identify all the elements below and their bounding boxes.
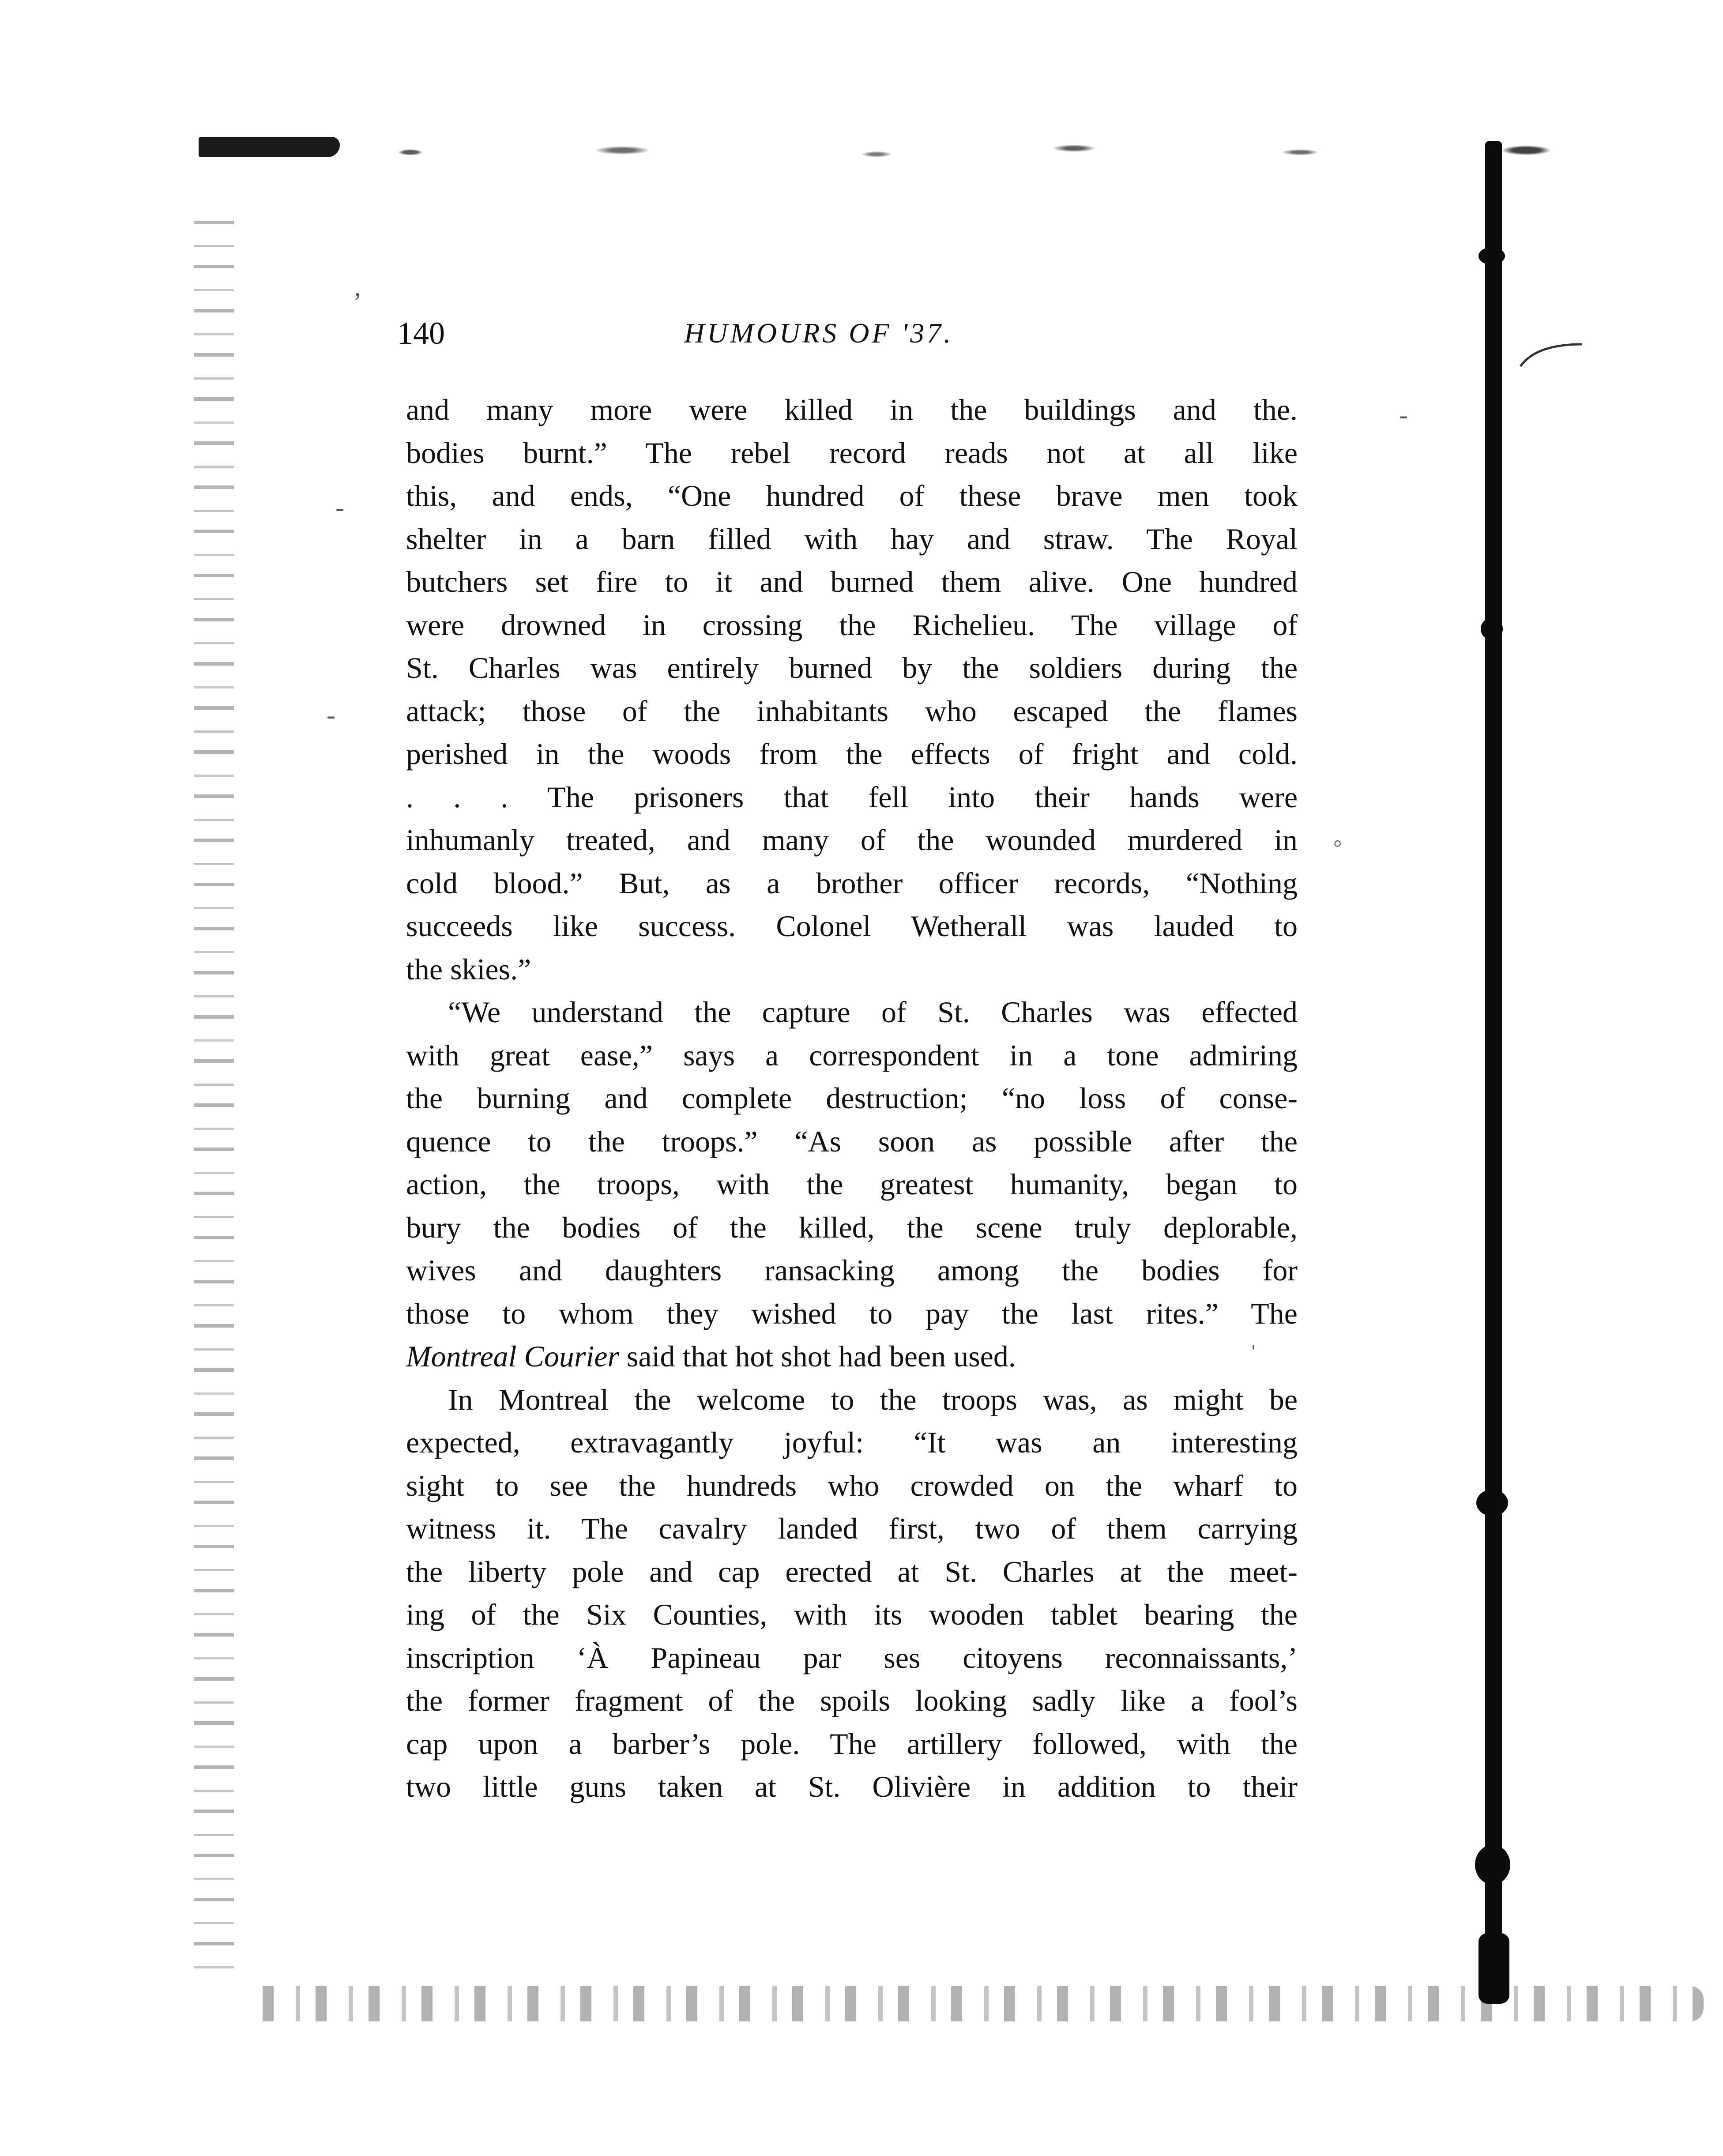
stray-mark: - (1399, 400, 1408, 429)
text-line: ing of the Six Counties, with its wooden tablet bearing the (406, 1598, 1298, 1631)
text-line: bury the bodies of the killed, the scene truly deplorable, (406, 1210, 1298, 1244)
scan-edge-top-shadow (199, 137, 340, 157)
running-head (397, 311, 1298, 360)
paragraph (406, 991, 1298, 1378)
text-line: those to whom they wished to pay the last rites.” The (406, 1296, 1298, 1330)
text-line: wives and daughters ransacking among the bodies for (406, 1253, 1298, 1287)
text-line: the liberty pole and cap erected at St. Charles at the meet- (406, 1554, 1298, 1588)
text-line: bodies burnt.” The rebel record reads not at all like (406, 436, 1298, 470)
stray-mark: - (335, 493, 344, 522)
scan-edge-right-blob (1481, 618, 1503, 640)
text-line: inhumanly treated, and many of the wounded murdered in (406, 823, 1298, 857)
scan-edge-right-blob (1478, 1933, 1509, 2004)
stray-mark: ◦ (1333, 828, 1343, 858)
scan-edge-top (199, 132, 1611, 172)
text-line: the former fragment of the spoils looking sadly like a fool’s (406, 1684, 1298, 1717)
stray-mark: ˈ (1249, 1340, 1258, 1370)
text-line: succeeds like success. Colonel Wetherall was lauded to (406, 909, 1298, 943)
scan-edge-right (1485, 141, 1502, 2004)
text-line: inscription ‘À Papineau par ses citoyens reconnaissants,’ (406, 1641, 1298, 1674)
scan-edge-right-blob (1475, 1845, 1510, 1885)
scan-edge-left (194, 203, 234, 1968)
text-line: witness it. The cavalry landed first, two of them carrying (406, 1512, 1298, 1545)
text-line: butchers set fire to it and burned them alive. One hundred (406, 565, 1298, 598)
text-line: quence to the troops.” “As soon as possible after the (406, 1124, 1298, 1158)
text-line: “We understand the capture of St. Charles was effected (448, 995, 1298, 1029)
body-text (406, 388, 1298, 1809)
text-line: In Montreal the welcome to the troops was, as might be (448, 1382, 1298, 1416)
scan-edge-right-blob (1476, 1490, 1508, 1516)
paragraph (406, 1378, 1298, 1809)
text-line: perished in the woods from the effects of fright and cold. (406, 737, 1298, 771)
text-line: attack; those of the inhabitants who escaped the flames (406, 694, 1298, 728)
stray-pen-mark (1518, 335, 1584, 371)
scan-edge-right-blob (1478, 247, 1505, 265)
text-line: cap upon a barber’s pole. The artillery followed, with the (406, 1727, 1298, 1761)
text-line: St. Charles was entirely burned by the soldiers during the (406, 651, 1298, 685)
newspaper-title: Montreal Courier (406, 1340, 619, 1373)
text-line-rest: said that hot shot had been used. (626, 1340, 1016, 1373)
stray-mark: ‚ (353, 272, 362, 301)
running-title: HUMOURS OF '37. (684, 317, 954, 349)
text-line (406, 1335, 1298, 1378)
text-line: expected, extravagantly joyful: “It was an interesting (406, 1426, 1298, 1459)
text-line: the burning and complete destruction; “no loss of conse- (406, 1081, 1298, 1115)
text-line: were drowned in crossing the Richelieu. The village of (406, 608, 1298, 642)
text-line: and many more were killed in the buildings and the. (406, 393, 1298, 426)
page-number: 140 (397, 316, 445, 351)
text-line: the skies.” (406, 952, 531, 986)
text-line: this, and ends, “One hundred of these brave men took (406, 479, 1298, 512)
text-line: . . . The prisoners that fell into their hands were (406, 780, 1298, 814)
text-line: with great ease,” says a correspondent in a tone admiring (406, 1038, 1298, 1072)
text-line: shelter in a barn filled with hay and straw. The Royal (406, 522, 1298, 556)
text-line: sight to see the hundreds who crowded on the wharf to (406, 1468, 1298, 1502)
paragraph (406, 388, 1298, 991)
text-line: cold blood.” But, as a brother officer records, “Nothing (406, 866, 1298, 900)
text-line: action, the troops, with the greatest humanity, began to (406, 1167, 1298, 1201)
stray-mark: - (327, 700, 335, 730)
text-line: two little guns taken at St. Olivière in addition to their (406, 1770, 1298, 1803)
